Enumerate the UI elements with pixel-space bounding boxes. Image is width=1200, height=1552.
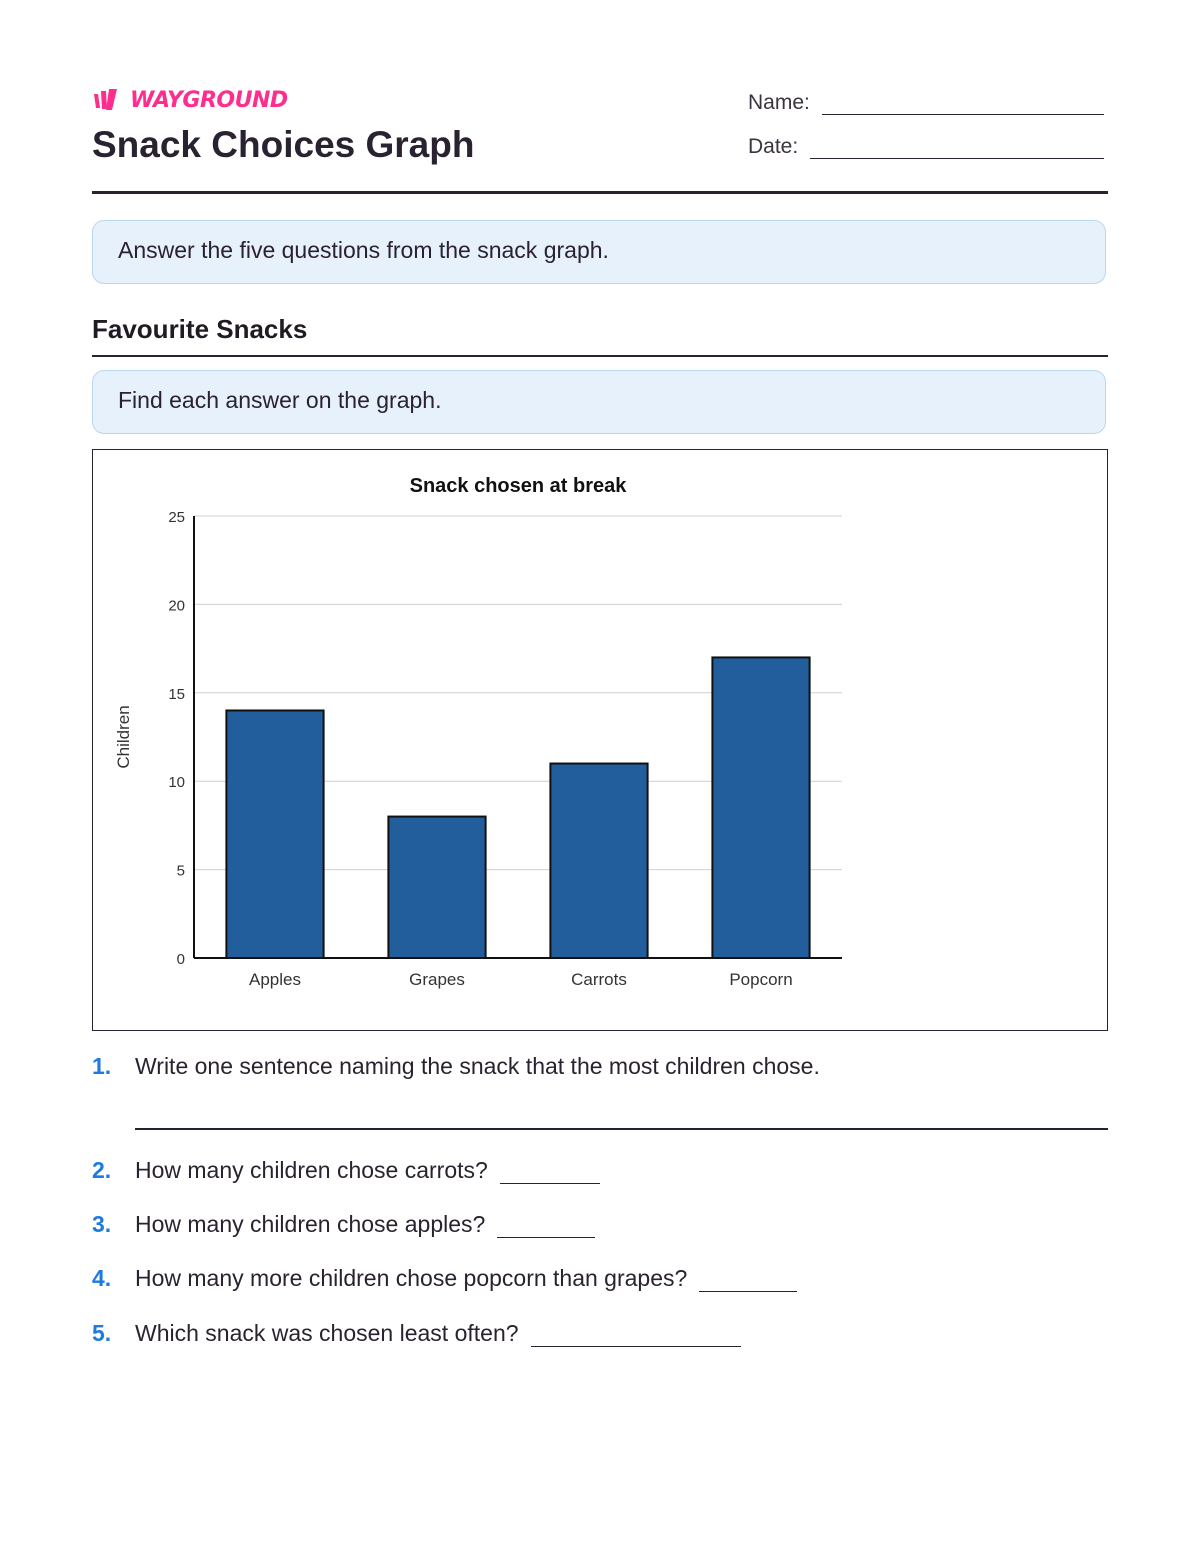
question-number: 1. (92, 1053, 112, 1079)
date-blank[interactable] (810, 132, 1104, 159)
x-tick-label: Carrots (571, 970, 627, 989)
answer-blank-4[interactable] (699, 1269, 797, 1292)
x-tick-label: Apples (249, 970, 301, 989)
section-title: Favourite Snacks (92, 314, 308, 344)
question-number: 2. (92, 1157, 112, 1183)
section-note-text: Find each answer on the graph. (118, 387, 442, 413)
worksheet-page (92, 0, 1108, 1552)
name-field[interactable] (748, 88, 1104, 115)
question-number: 3. (92, 1211, 112, 1237)
question-2 (92, 1155, 600, 1184)
name-blank[interactable] (822, 88, 1104, 115)
answer-blank-3[interactable] (497, 1215, 595, 1238)
question-1 (92, 1053, 820, 1080)
bar-chart (93, 450, 1106, 1029)
question-text: Which snack was chosen least often? (135, 1320, 519, 1346)
y-tick-label: 5 (176, 862, 185, 880)
date-field[interactable] (748, 132, 1104, 159)
brand-name: WAYGROUND (130, 87, 288, 113)
section-note-callout (92, 370, 1106, 434)
section-divider (92, 355, 1108, 357)
question-text: How many more children chose popcorn than grapes? (135, 1265, 688, 1291)
y-axis-label: Children (114, 705, 133, 769)
chart-title: Snack chosen at break (409, 475, 627, 497)
instructions-text: Answer the five questions from the snack graph. (118, 237, 609, 263)
y-tick-label: 20 (168, 597, 185, 615)
x-tick-label: Grapes (409, 970, 465, 989)
question-4 (92, 1263, 797, 1292)
chart-frame (92, 449, 1108, 1031)
answer-blank-2[interactable] (500, 1161, 600, 1184)
date-label: Date: (748, 135, 799, 158)
question-text: How many children chose carrots? (135, 1157, 488, 1183)
header-divider (92, 191, 1108, 194)
question-3 (92, 1209, 595, 1238)
page-title: Snack Choices Graph (92, 124, 475, 165)
question-number: 4. (92, 1265, 112, 1291)
bar-apples (226, 710, 323, 958)
brand-logo (92, 86, 288, 114)
answer-blank-5[interactable] (531, 1324, 741, 1347)
bar-grapes (388, 817, 485, 958)
name-label: Name: (748, 91, 810, 114)
question-text: Write one sentence naming the snack that the most children chose. (135, 1053, 820, 1079)
y-tick-label: 0 (176, 951, 185, 968)
y-tick-label: 15 (168, 685, 185, 703)
question-text: How many children chose apples? (135, 1211, 486, 1237)
wayground-logo-icon (92, 88, 126, 112)
x-tick-label: Popcorn (729, 970, 793, 989)
bar-carrots (550, 764, 647, 958)
bar-popcorn (712, 657, 809, 958)
question-5 (92, 1318, 741, 1347)
question-number: 5. (92, 1320, 112, 1346)
answer-line-1[interactable] (135, 1128, 1108, 1130)
instructions-callout (92, 220, 1106, 284)
y-tick-label: 10 (168, 774, 185, 792)
y-tick-label: 25 (168, 509, 185, 526)
